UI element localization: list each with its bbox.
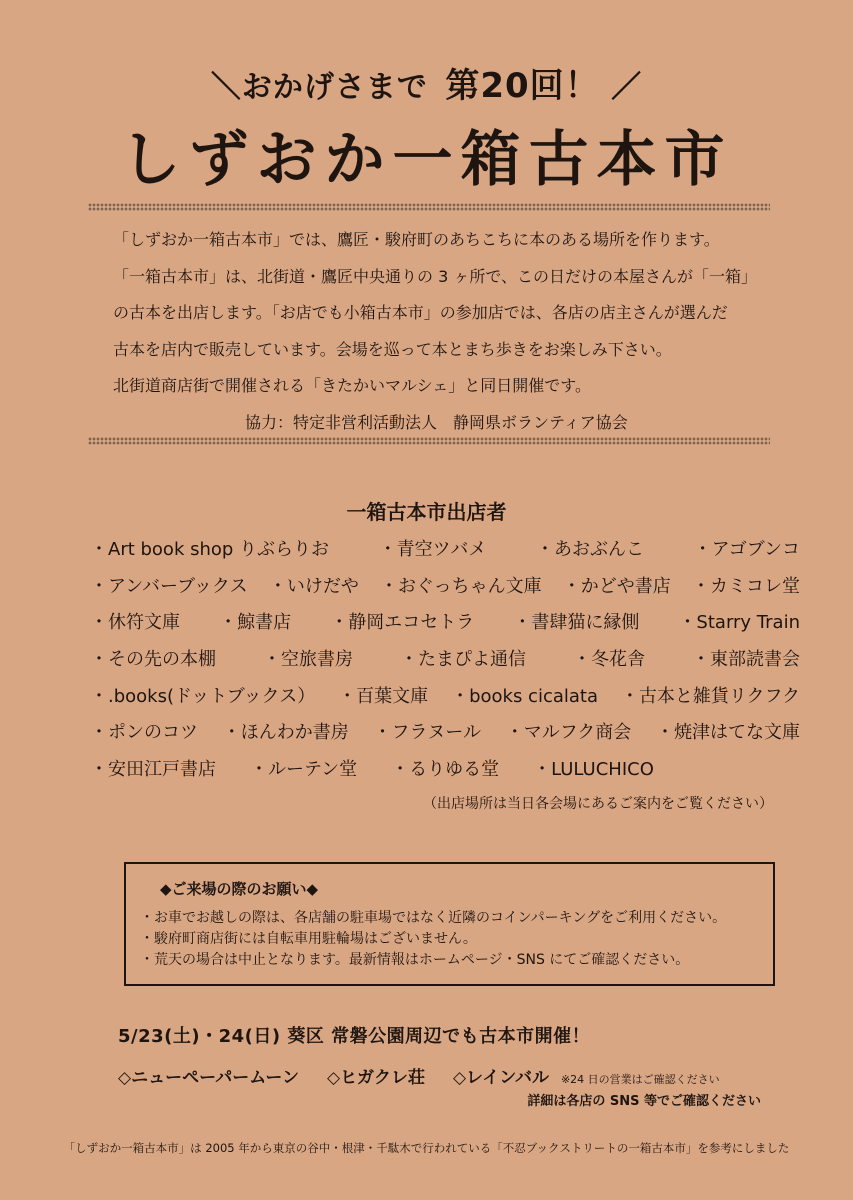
exhibitor: ・安田江戸書店 <box>90 758 216 780</box>
intro-line: 古本を店内で販売しています。会場を巡って本とまち歩きをお楽しみ下さい。 <box>113 339 672 359</box>
exhibitor: ・その先の本棚 <box>90 649 216 671</box>
exhibitor: ・.books(ドットブックス） <box>90 685 316 707</box>
dotted-divider-bottom <box>88 437 770 445</box>
exhibitor-row <box>90 713 800 750</box>
exhibitor: ・ポンのコツ <box>90 722 198 744</box>
request-item: ・荒天の場合は中止となります。最新情報はホームページ・SNS にてご確認ください。 <box>140 952 690 968</box>
exhibitor: ・冬花舎 <box>573 649 645 671</box>
exhibitor-row <box>90 530 800 567</box>
event-details: 詳細は各店の SNS 等でご確認ください <box>527 1094 761 1109</box>
exhibitor: ・カミコレ堂 <box>691 575 800 597</box>
exhibitor: ・おぐっちゃん文庫 <box>380 575 542 597</box>
exhibitor: ・かどや書店 <box>562 575 671 597</box>
exhibitor: ・いけだや <box>268 575 359 597</box>
tagline-prefix: ＼おかげさまで <box>210 70 428 105</box>
exhibitor-row <box>90 640 800 677</box>
exhibitor: ・静岡エコセトラ <box>330 612 475 634</box>
exhibitor: ・空旅書房 <box>263 649 353 671</box>
tagline-suffix: ／ <box>611 70 643 105</box>
exhibitor: ・アンバーブックス <box>90 575 248 597</box>
event-shop-note: ※24 日の営業はご確認ください <box>560 1073 720 1086</box>
request-item: ・駿府町商店街には自転車用駐輪場はございません。 <box>140 931 477 947</box>
exhibitor-row <box>90 603 800 640</box>
exhibitor: ・焼津はてな文庫 <box>656 722 800 744</box>
exhibitor: ・青空ツバメ <box>378 539 487 561</box>
intro-line: 「しずおか一箱古本市」では、鷹匠・駿府町のあちこちに本のある場所を作ります。 <box>113 230 720 249</box>
dotted-divider-top <box>88 203 770 211</box>
request-title: ◆ご来場の際のお願い◆ <box>160 880 319 898</box>
exhibitor: ・フラヌール <box>373 722 481 744</box>
cooperation-credit: 協力：特定非営利活動法人 静岡県ボランティア協会 <box>245 412 628 432</box>
event-shops <box>118 1063 742 1088</box>
exhibitor: ・東部読書会 <box>692 649 800 671</box>
exhibitor-row <box>90 567 800 604</box>
exhibitor: ・books cicalata <box>451 685 598 707</box>
tagline <box>0 58 853 107</box>
request-list <box>140 908 726 971</box>
event-shop: ◇ニューペーパームーン <box>118 1068 300 1088</box>
intro-line: 北街道商店街で開催される「きたかいマルシェ」と同日開催です。 <box>113 376 592 395</box>
exhibitor: ・たまぴよ通信 <box>400 649 526 671</box>
exhibitor: ・マルフク商会 <box>505 722 632 744</box>
exhibitor: ・アゴブンコ <box>693 539 800 561</box>
intro-text <box>113 222 793 441</box>
exhibitor: ・古本と雑貨リクフク <box>620 685 800 707</box>
exhibitor: ・百葉文庫 <box>338 685 429 707</box>
exhibitor-row <box>90 676 800 713</box>
tagline-number: 第20回！ <box>445 66 600 106</box>
intro-line: 「一箱古本市」は、北街道・鷹匠中央通りの 3 ヶ所で、この日だけの本屋さんが「一箱」 <box>113 266 758 286</box>
event-headline: 5/23(土)・24(日) 葵区 常磐公園周辺でも古本市開催！ <box>118 1026 591 1047</box>
exhibitor: ・ルーテン堂 <box>250 758 358 780</box>
exhibitor: ・るりゆる堂 <box>391 758 500 780</box>
exhibitor: ・鯨書店 <box>219 612 292 634</box>
intro-line: の古本を出店します。「お店でも小箱古本市」の参加店では、各店の店主さんが選んだ <box>113 303 728 322</box>
exhibitor: ・あおぶんこ <box>535 539 644 561</box>
exhibitor-list <box>90 530 800 786</box>
location-note: （出店場所は当日各会場にあるご案内をご覧ください） <box>423 796 773 812</box>
exhibitor: ・書肆猫に縁側 <box>513 612 640 634</box>
exhibitors-title: 一箱古本市出店者 <box>346 500 507 524</box>
exhibitor: ・LULUCHICO <box>533 758 654 780</box>
event-shop: ◇ヒガクレ荘 <box>326 1068 426 1088</box>
footer-note: 「しずおか一箱古本市」は 2005 年から東京の谷中・根津・千駄木で行われている「不忍ブックストリートの一箱古本市」を参考にしました <box>63 1141 790 1155</box>
request-item: ・お車でお越しの際は、各店舗の駐車場ではなく近隣のコインパーキングをご利用ください。 <box>140 910 727 926</box>
page-title: しずおか一箱古本市 <box>120 125 733 195</box>
exhibitor: ・休符文庫 <box>90 612 180 634</box>
exhibitor-row <box>90 750 800 787</box>
event-shop: ◇レインバル <box>452 1068 550 1088</box>
exhibitor: ・ほんわか書房 <box>222 722 349 744</box>
exhibitor: ・Starry Train <box>678 612 800 634</box>
exhibitor: ・Art book shop りぶらりお <box>90 539 330 561</box>
